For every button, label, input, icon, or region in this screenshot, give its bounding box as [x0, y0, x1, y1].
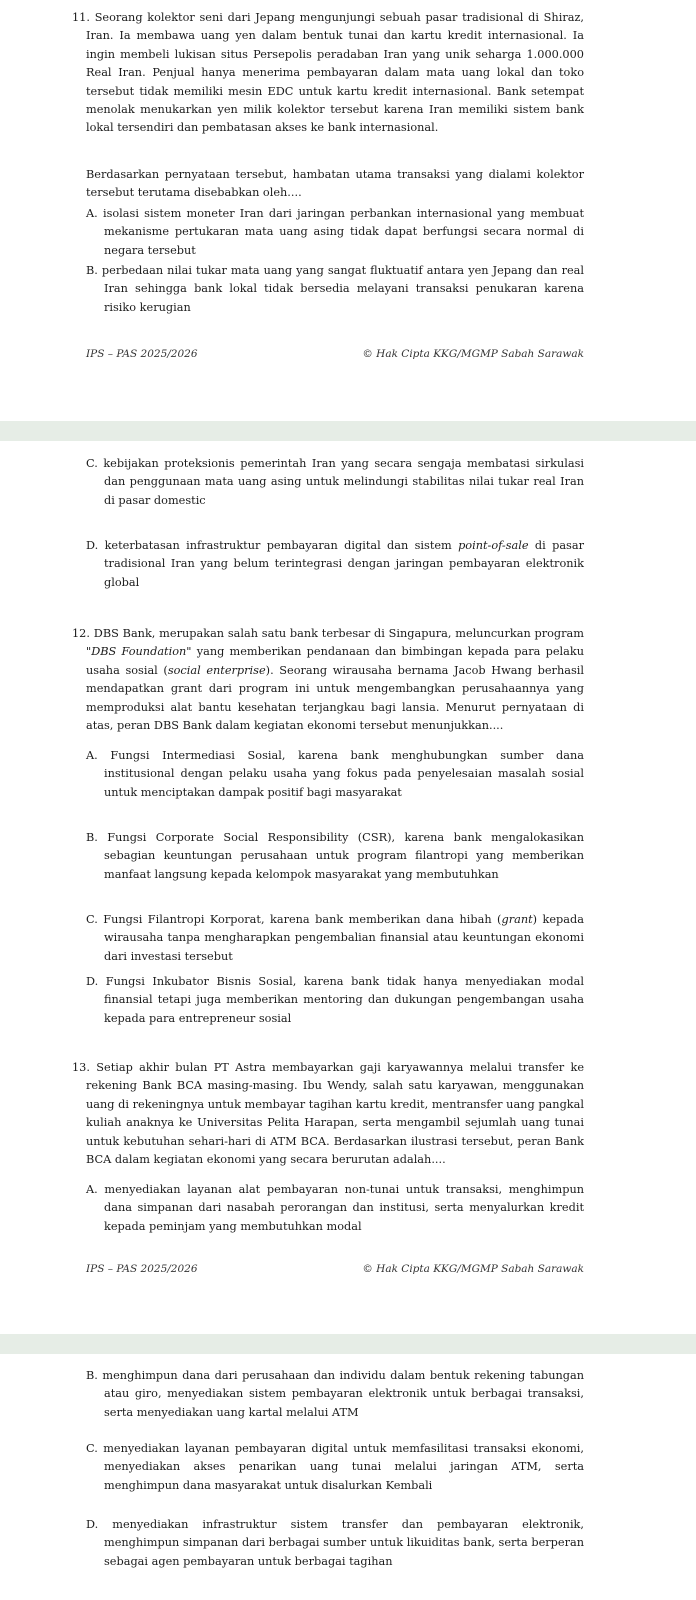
page-2 — [0, 441, 696, 1334]
question-12-option-b: B. Fungsi Corporate Social Responsibility (CSR), karena bank mengalokasikan sebagian keuntungan perusahaan untuk program filantropi yang memberikan manfaat langsung kepada kelompok masyarakat yang membutuhkan — [86, 831, 584, 881]
page-footer — [86, 348, 584, 360]
question-13-option-d: D. menyediakan infrastruktur sistem transfer dan pembayaran elektronik, menghimpun simpanan dari berbagai sumber untuk likuiditas bank, serta berperan sebagai agen pembayaran untuk berbagai tagihan — [86, 1518, 584, 1568]
question-13-option-a: A. menyediakan layanan alat pembayaran non-tunai untuk transaksi, menghimpun dana simpanan dari nasabah perorangan dan institusi, serta menyalurkan kredit kepada peminjam yang membutuhkan modal — [86, 1183, 584, 1233]
footer-right: © Hak Cipta KKG/MGMP Sabah Sarawak — [362, 1263, 584, 1275]
page-3 — [0, 1354, 696, 1600]
footer-left: IPS – PAS 2025/2026 — [86, 348, 198, 360]
question-11-option-a: A. isolasi sistem moneter Iran dari jaringan perbankan internasional yang membuat mekanisme pertukaran mata uang asing tidak dapat berfungsi secara normal di negara tersebut — [86, 207, 584, 257]
question-12-number: 12. — [72, 627, 90, 640]
question-13-stem: 13. Setiap akhir bulan PT Astra membayarkan gaji karyawannya melalui transfer ke rekening Bank BCA masing-masing. Ibu Wendy, salah satu karyawan, menggunakan uang di rekeningnya untuk membayar tagihan kartu kredit, mentransfer uang pangkal kuliah anaknya ke Universitas Pelita Harapan, serta mengambil sejumlah uang tunai untuk kebutuhan sehari-hari di ATM BCA. Berdasarkan ilustrasi tersebut, peran Bank BCA dalam kegiatan ekonomi yang secara berurutan adalah.... — [72, 1061, 585, 1167]
question-11-option-c: C. kebijakan proteksionis pemerintah Iran yang secara sengaja membatasi sirkulasi dan penggunaan mata uang asing untuk melindungi stabilitas nilai tukar real Iran di pasar domestic — [86, 457, 584, 507]
question-11-stem: 11. Seorang kolektor seni dari Jepang mengunjungi sebuah pasar tradisional di Shiraz, Iran. Ia membawa uang yen dalam bentuk tunai dan kartu kredit internasional. Ia ingin membeli lukisan situs Persepolis peradaban Iran yang unik seharga 1.000.000 Real Iran. Penjual hanya menerima pembayaran dalam mata uang lokal dan toko tersebut tidak memiliki mesin EDC untuk kartu kredit internasional. Bank setempat menolak menukarkan yen milik kolektor tersebut karena Iran memiliki sistem bank lokal tersendiri dan pembatasan akses ke bank internasional. — [72, 11, 584, 135]
page-footer — [86, 1263, 584, 1275]
question-13-option-c: C. menyediakan layanan pembayaran digital untuk memfasilitasi transaksi ekonomi, menyediakan akses penarikan uang tunai melalui jaringan ATM, serta menghimpun dana masyarakat untuk disalurkan Kembali — [86, 1442, 584, 1492]
question-12-option-c: C. Fungsi Filantropi Korporat, karena bank memberikan dana hibah (grant) kepada wirausaha tanpa mengharapkan pengembalian finansial atau keuntungan ekonomi dari investasi tersebut — [86, 913, 584, 963]
question-11-prompt: Berdasarkan pernyataan tersebut, hambatan utama transaksi yang dialami kolektor tersebut terutama disebabkan oleh.... — [86, 168, 584, 200]
question-12-stem: 12. DBS Bank, merupakan salah satu bank terbesar di Singapura, meluncurkan program "DBS Foundation" yang memberikan pendanaan dan bimbingan kepada para pelaku usaha sosial (social enterprise). Seorang wirausaha bernama Jacob Hwang berhasil mendapatkan grant dari program ini untuk mengembangkan perusahaannya yang memproduksi alat bantu kesehatan terjangkau bagi lansia. Menurut pernyataan di atas, peran DBS Bank dalam kegiatan ekonomi tersebut menunjukkan.... — [72, 627, 585, 733]
footer-left: IPS – PAS 2025/2026 — [86, 1263, 198, 1275]
question-11-option-d: D. keterbatasan infrastruktur pembayaran digital dan sistem point-of-sale di pasar tradisional Iran yang belum terintegrasi dengan jaringan pembayaran elektronik global — [86, 539, 584, 589]
question-13-number: 13. — [72, 1061, 90, 1074]
page-1 — [0, 0, 696, 421]
question-13-option-b: B. menghimpun dana dari perusahaan dan individu dalam bentuk rekening tabungan atau giro, menyediakan sistem pembayaran elektronik untuk berbagai transaksi, serta menyediakan uang kartal melalui ATM — [86, 1369, 584, 1419]
question-11-number: 11. — [72, 11, 90, 24]
footer-right: © Hak Cipta KKG/MGMP Sabah Sarawak — [362, 348, 584, 360]
question-11-option-b: B. perbedaan nilai tukar mata uang yang sangat fluktuatif antara yen Jepang dan real Iran sehingga bank lokal tidak bersedia melayani transaksi penukaran karena risiko kerugian — [86, 264, 584, 314]
question-12-option-a: A. Fungsi Intermediasi Sosial, karena bank menghubungkan sumber dana institusional dengan pelaku usaha yang fokus pada penyelesaian masalah sosial untuk menciptakan dampak positif bagi masyarakat — [86, 749, 584, 799]
question-12-option-d: D. Fungsi Inkubator Bisnis Sosial, karena bank tidak hanya menyediakan modal finansial tetapi juga memberikan mentoring dan dukungan pengembangan usaha kepada para entrepreneur sosial — [86, 975, 584, 1025]
